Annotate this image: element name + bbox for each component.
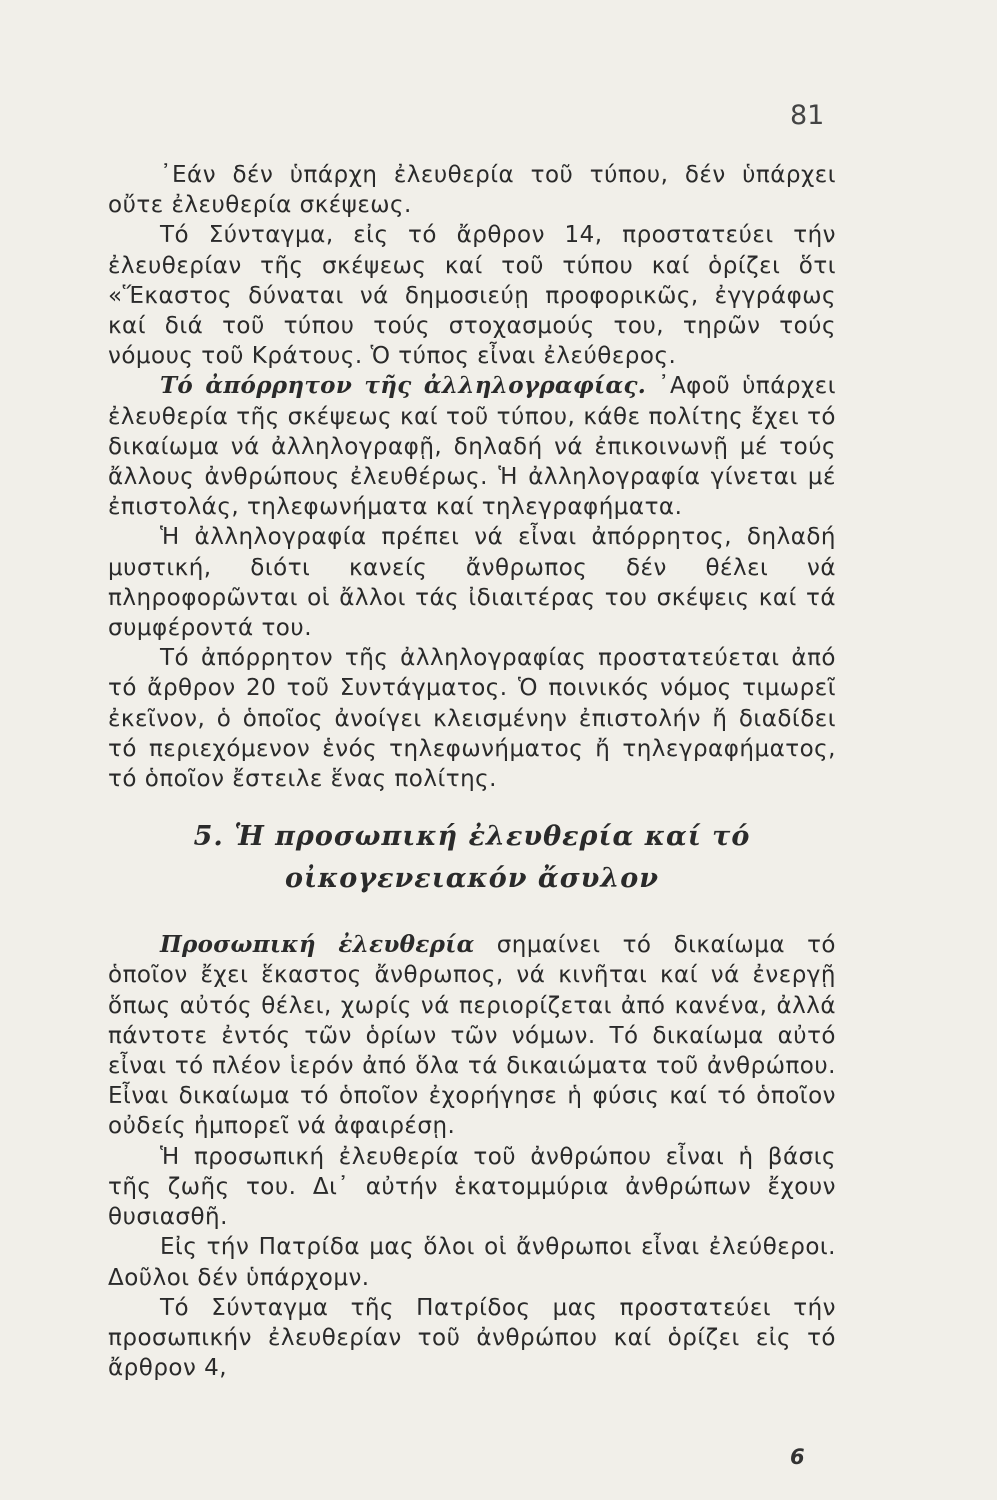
signature-mark: 6 <box>790 1445 805 1469</box>
paragraph <box>108 160 836 220</box>
paragraph-text: Ἡ προσωπική ἐλευθερία τοῦ ἀνθρώπου εἶναι ἡ βάσις τῆς ζωῆς του. Δι᾽ αὐτήν ἑκατομμύρια ἀνθρώπων ἔχουν θυσιασθῆ. <box>108 1143 836 1231</box>
paragraph-text: σημαίνει τό δικαίωμα τό ὁποῖον ἔχει ἕκαστος ἄνθρωπος, νά κινῆται καί νά ἐνεργῇ ὅπως αὐτός θέλει, χωρίς νά περιορίζεται ἀπό κανένα, ἀλλά πάντοτε ἐντός τῶν ὁρίων τῶν νόμων. Τό δικαίωμα αὐτό εἶναι τό πλέον ἱερόν ἀπό ὅλα τά δικαιώματα τοῦ ἀνθρώπου. Εἶναι δικαίωμα τό ὁποῖον ἐχορήγησε ἡ φύσις καί τό ὁποῖον οὐδείς ἠμπορεῖ νά ἀφαιρέσῃ. <box>108 932 836 1140</box>
paragraph <box>108 930 836 1141</box>
section-heading-line: οἰκογενειακόν ἄσυλον <box>284 863 660 895</box>
paragraph <box>108 1232 836 1292</box>
paragraph-lead: Τό ἀπόρρητον τῆς ἀλληλογραφίας. <box>160 372 647 400</box>
paragraph-text: ᾽Εάν δέν ὑπάρχη ἐλευθερία τοῦ τύπου, δέν ὑπάρχει οὔτε ἐλευθερία σκέψεως. <box>108 162 836 219</box>
paragraph <box>108 522 836 643</box>
paragraph-text: ᾽Αφοῦ ὑπάρχει ἐλευθερία τῆς σκέψεως καί τοῦ τύπου, κάθε πολίτης ἔχει τό δικαίωμα νά ἀλληλογραφῇ, δηλαδή νά ἐπικοινωνῇ μέ τούς ἄλλους ἀνθρώπους ἐλευθέρως. Ἡ ἀλληλογραφία γίνεται μέ ἐπιστολάς, τηλεφωνήματα καί τηλεγραφήματα. <box>108 373 837 521</box>
paragraph-text: Εἰς τήν Πατρίδα μας ὅλοι οἱ ἄνθρωποι εἶναι ἐλεύθεροι. Δοῦλοι δέν ὑπάρχομν. <box>108 1234 836 1291</box>
paragraph-text: Τό Σύνταγμα τῆς Πατρίδος μας προστατεύει τήν προσωπικήν ἐλευθερίαν τοῦ ἀνθρώπου καί ὁρίζει εἰς τό ἄρθρον 4, <box>108 1294 836 1382</box>
section-heading-line: 5. Ἡ προσωπική ἐλευθερία καί τό <box>193 821 751 853</box>
section-heading <box>108 816 836 900</box>
paragraph-text: Τό ἀπόρρητον τῆς ἀλληλογραφίας προστατεύεται ἀπό τό ἄρθρον 20 τοῦ Συντάγματος. Ὁ ποινικός νόμος τιμωρεῖ ἐκεῖνον, ὁ ὁποῖος ἀνοίγει κλεισμένην ἐπιστολήν ἤ διαδίδει τό περιεχόμενον ἑνός τηλεφωνήματος ἤ τηλεγραφήματος, τό ὁποῖον ἔστειλε ἕνας πολίτης. <box>108 645 836 793</box>
paragraph <box>108 371 836 522</box>
paragraph-text: Ἡ ἀλληλογραφία πρέπει νά εἶναι ἀπόρρητος, δηλαδή μυστική, διότι κανείς ἄνθρωπος δέν θέλει νά πληροφορῶνται οἱ ἄλλοι τάς ἰδιαιτέρας του σκέψεις καί τά συμφέροντά του. <box>108 524 836 642</box>
paragraph <box>108 643 836 794</box>
paragraph <box>108 1293 836 1384</box>
paragraph-text: Τό Σύνταγμα, εἰς τό ἄρθρον 14, προστατεύει τήν ἐλευθερίαν τῆς σκέψεως καί τοῦ τύπου καί ὁρίζει ὅτι «Ἕκαστος δύναται νά δημοσιεύῃ προφορικῶς, ἐγγράφως καί διά τοῦ τύπου τούς στοχασμούς του, τηρῶν τούς νόμους τοῦ Κράτους. Ὁ τύπος εἶναι ἐλεύθερος. <box>108 222 836 370</box>
paragraph-lead: Προσωπική ἐλευθερία <box>160 931 475 959</box>
page-number: 81 <box>790 100 825 131</box>
body-text <box>108 160 836 1383</box>
paragraph <box>108 220 836 371</box>
paragraph <box>108 1142 836 1233</box>
